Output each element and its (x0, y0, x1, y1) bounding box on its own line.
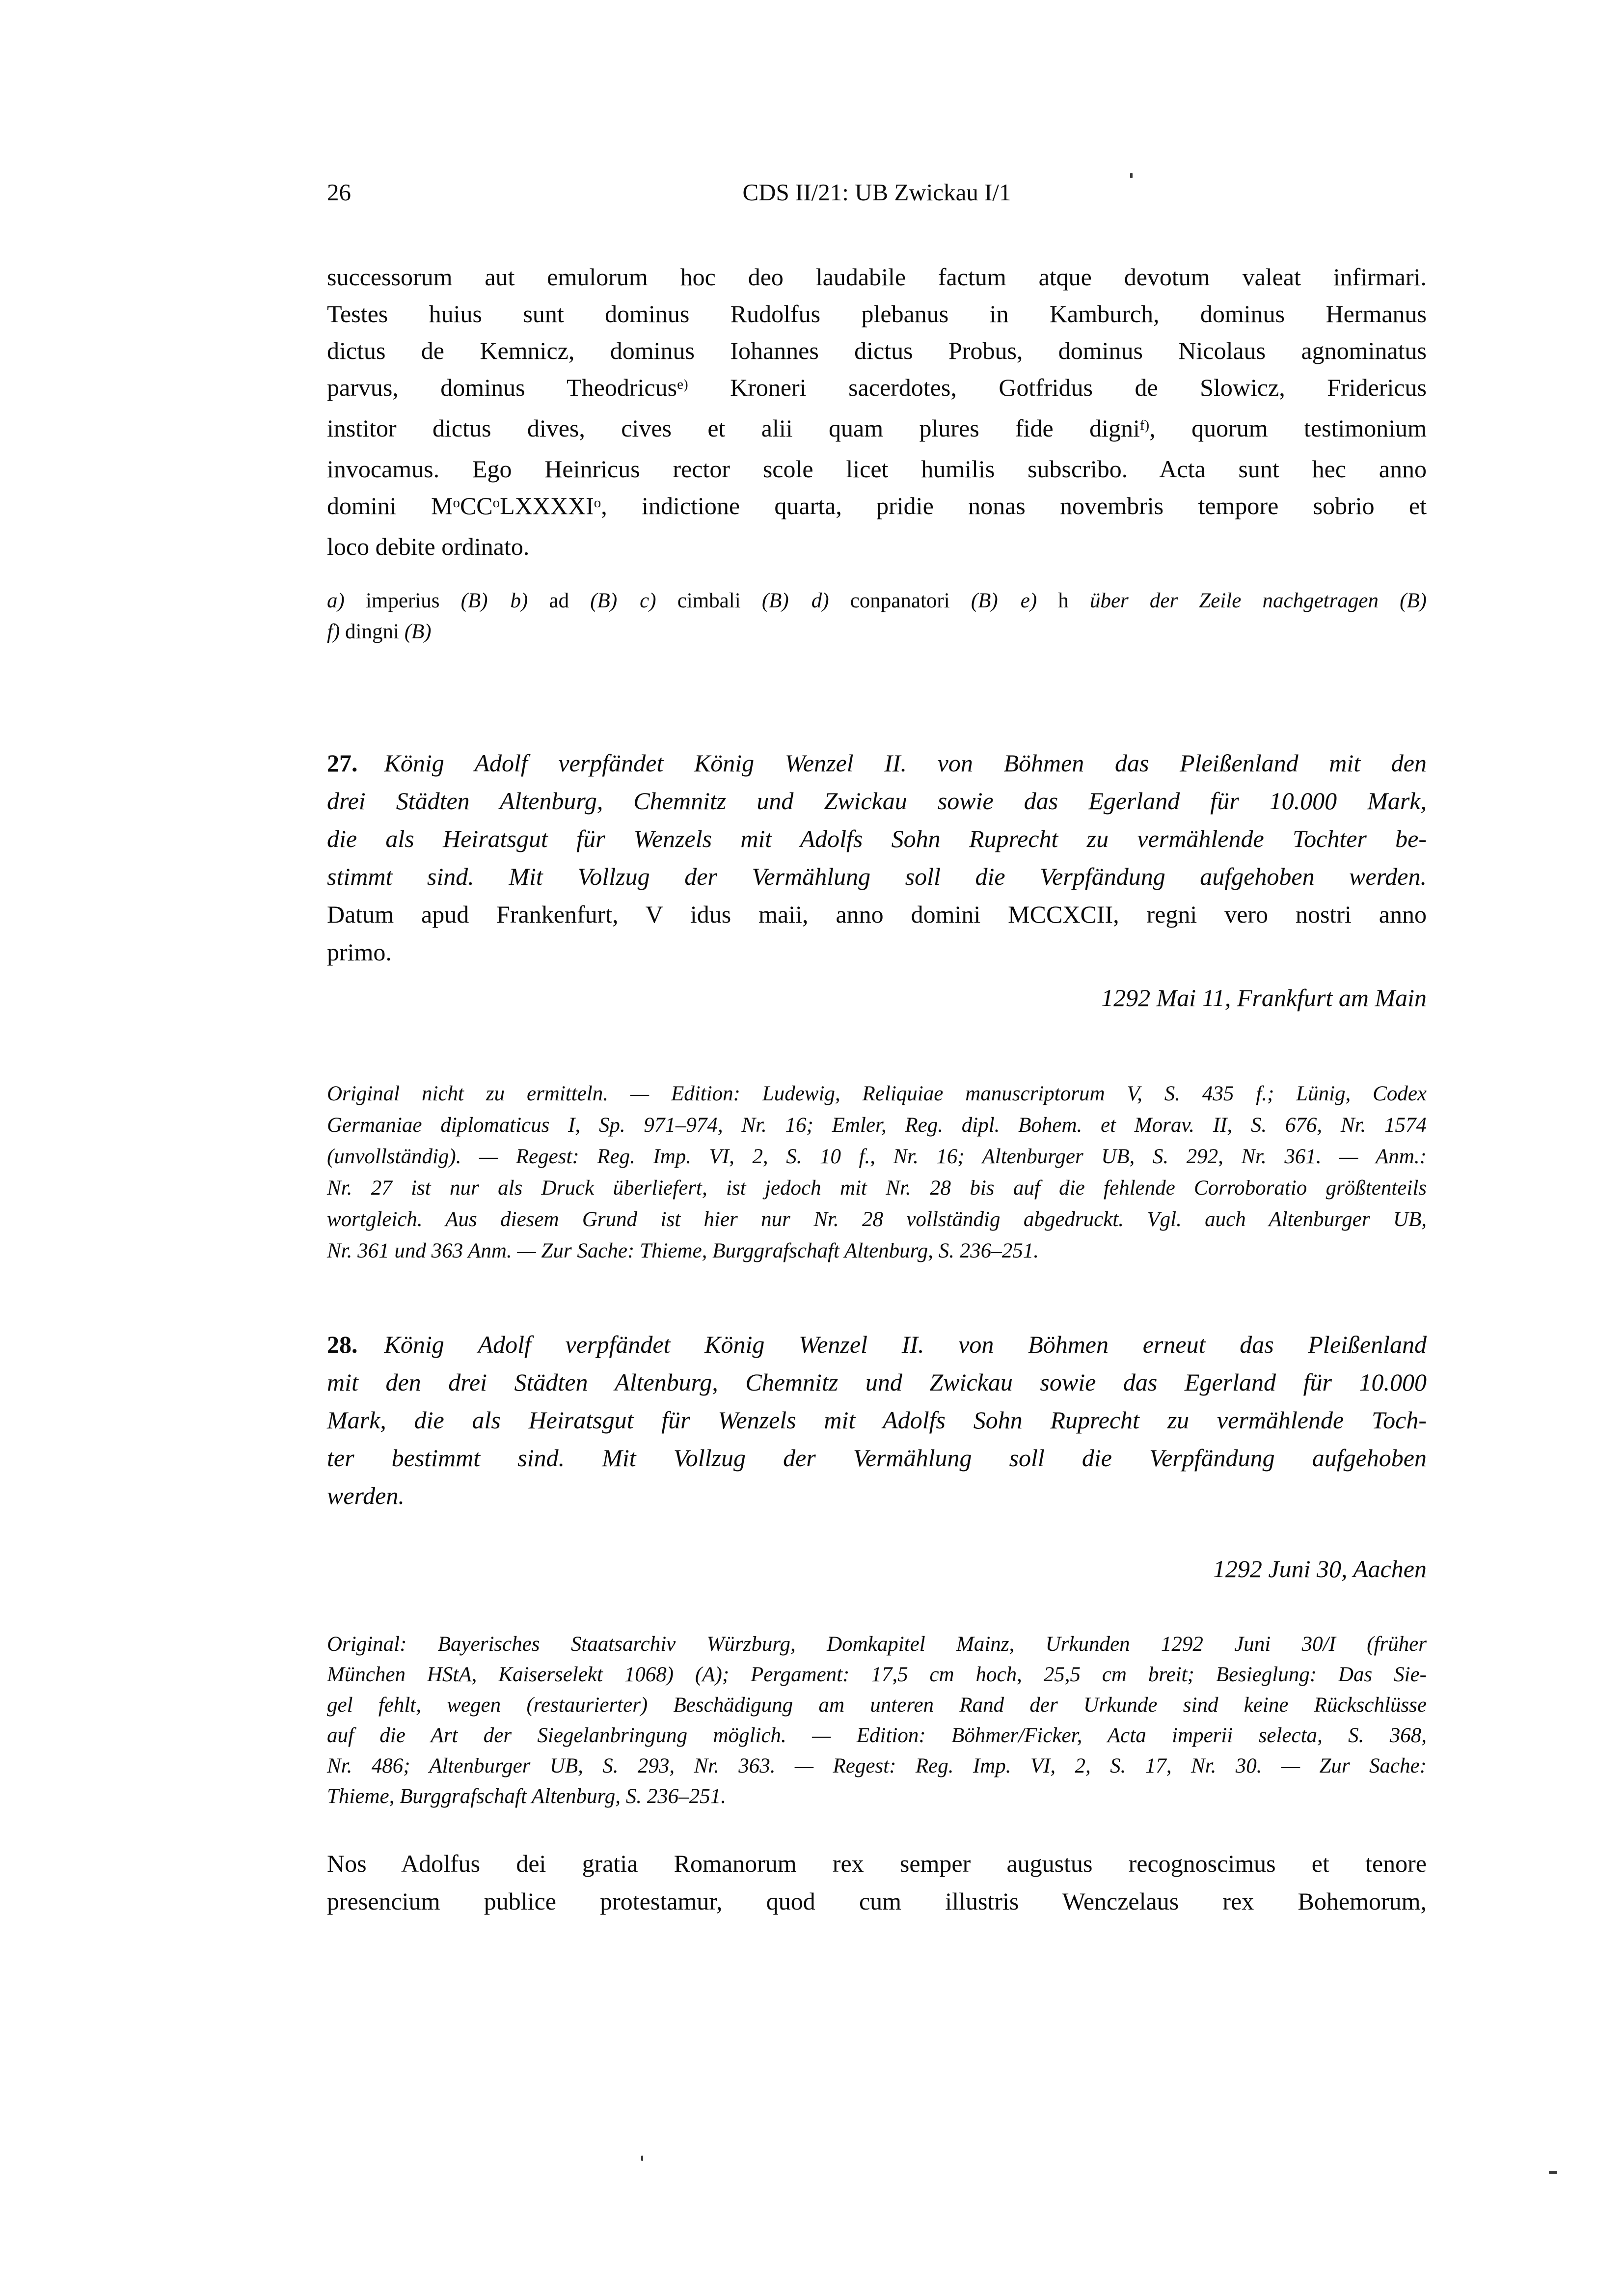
text-segment: Testes huius sunt dominus Rudolfus plebanus in Kamburch, dominus Hermanus (327, 300, 1427, 328)
text-segment: Datum apud Frankenfurt, V idus maii, anno domini MCCXCII, regni vero nostri anno (327, 901, 1427, 928)
text-segment: f) (327, 620, 340, 643)
text-segment: a) (327, 589, 345, 612)
text-segment: (B) (1400, 589, 1427, 612)
superscript-note-mark: e) (677, 377, 688, 393)
text-line (327, 1173, 1427, 1204)
text-segment: die als Heiratsgut für Wenzels mit Adolfs Sohn Ruprecht zu vermählende Tochter be- (327, 825, 1427, 852)
text-line (327, 1781, 1427, 1812)
text-segment: drei Städten Altenburg, Chemnitz und Zwickau sowie das Egerland für 10.000 Mark, (327, 787, 1427, 815)
text-segment: conpanatori (829, 589, 971, 612)
text-segment: auf die Art der Siegelanbringung möglich. — Edition: Böhmer/Ficker, Acta imperii selecta, S. 368, (327, 1724, 1427, 1747)
superscript-note-mark: o (453, 495, 460, 511)
text-segment: c) (640, 589, 656, 612)
text-line (327, 1660, 1427, 1690)
text-line (327, 528, 1427, 565)
text-segment: Germaniae diplomaticus I, Sp. 971–974, Nr. 16; Emler, Reg. dipl. Bohem. et Morav. II, S. 676, Nr. 1574 (327, 1114, 1427, 1137)
text-line (327, 585, 1427, 616)
text-segment: , quorum testimonium (1149, 414, 1427, 442)
text-line (327, 744, 1427, 782)
text-segment: Original: Bayerisches Staatsarchiv Würzburg, Domkapitel Mainz, Urkunden 1292 Juni 30/I (früher (327, 1633, 1427, 1656)
text-segment: Thieme, Burggrafschaft Altenburg, S. 236–251. (327, 1785, 726, 1808)
text-line (327, 1721, 1427, 1751)
text-segment: Nos Adolfus dei gratia Romanorum rex semper augustus recognoscimus et tenore (327, 1850, 1427, 1877)
text-segment: (B) (971, 589, 998, 612)
charter-26-text-continuation (327, 259, 1427, 565)
text-segment: (B) (460, 589, 488, 612)
text-segment: München HStA, Kaiserselekt 1068) (A); Pergament: 17,5 cm hoch, 25,5 cm breit; Besieglung: Das Sie- (327, 1663, 1427, 1686)
text-segment: über der Zeile nachgetragen (1089, 589, 1400, 612)
text-segment: cimbali (656, 589, 762, 612)
text-segment: presencium publice protestamur, quod cum illustris Wenczelaus rex Bohemorum, (327, 1887, 1427, 1915)
page-header (327, 178, 1427, 208)
text-segment: primo. (327, 938, 392, 966)
text-line (327, 1364, 1427, 1401)
entry-27-source-apparatus (327, 1078, 1427, 1267)
entry-28-source-apparatus (327, 1629, 1427, 1812)
text-segment: b) (510, 589, 528, 612)
scan-speck-artifact (1130, 173, 1133, 178)
text-segment: (B) (590, 589, 618, 612)
text-line (327, 1204, 1427, 1235)
text-segment: (B) (761, 589, 789, 612)
text-line (327, 369, 1427, 410)
text-segment: imperius (344, 589, 461, 612)
text-segment: stimmt sind. Mit Vollzug der Vermählung soll die Verpfändung aufgehoben werden. (327, 863, 1427, 890)
text-line (327, 933, 1427, 971)
text-segment: LXXXXI (500, 492, 594, 519)
running-title: CDS II/21: UB Zwickau I/1 (742, 179, 1011, 206)
text-segment: successorum aut emulorum hoc deo laudabile factum atque devotum valeat infirmari. (327, 263, 1427, 291)
text-line (327, 1883, 1427, 1920)
text-line (327, 259, 1427, 296)
text-line (327, 1439, 1427, 1477)
text-segment: Mark, die als Heiratsgut für Wenzels mit Adolfs Sohn Ruprecht zu vermählende Toch- (327, 1406, 1427, 1434)
entry-28-date-place (327, 1554, 1427, 1584)
text-segment: d) (811, 589, 829, 612)
text-line (327, 296, 1427, 332)
text-segment: Nr. 361 und 363 Anm. — Zur Sache: Thieme, Burggrafschaft Altenburg, S. 236–251. (327, 1239, 1039, 1262)
text-line (327, 488, 1427, 528)
entry-27-regest-and-datum (327, 744, 1427, 971)
text-segment: dingni (340, 620, 405, 643)
text-segment: 27. (327, 749, 358, 777)
text-segment: institor dictus dives, cives et alii quam plures fide digni (327, 414, 1140, 442)
text-segment: Kroneri sacerdotes, Gotfridus de Slowicz, Fridericus (688, 374, 1427, 401)
text-segment: wortgleich. Aus diesem Grund ist hier nur Nr. 28 vollständig abgedruckt. Vgl. auch Altenburger UB, (327, 1208, 1427, 1231)
text-segment: gel fehlt, wegen (restaurierter) Beschädigung am unteren Rand der Urkunde sind keine Rückschlüsse (327, 1694, 1427, 1717)
text-segment: Nr. 27 ist nur als Druck überliefert, ist jedoch mit Nr. 28 bis auf die fehlende Corroboratio größtenteils (327, 1176, 1427, 1200)
entry-28-regest (327, 1326, 1427, 1515)
text-segment: loco debite ordinato. (327, 533, 530, 560)
text-line (327, 1690, 1427, 1721)
text-line (327, 896, 1427, 933)
text-line (327, 1554, 1427, 1584)
text-segment: werden. (327, 1482, 405, 1509)
text-segment: 1292 Mai 11, Frankfurt am Main (1101, 984, 1427, 1011)
text-segment: (B) (404, 620, 432, 643)
text-segment: h (1037, 589, 1090, 612)
text-line (327, 1235, 1427, 1267)
text-segment: e) (1020, 589, 1037, 612)
superscript-note-mark: o (492, 495, 500, 511)
text-line (327, 332, 1427, 369)
text-segment: CC (460, 492, 493, 519)
text-segment: ad (528, 589, 591, 612)
text-line (327, 983, 1427, 1012)
scan-dash-artifact (1549, 2171, 1557, 2174)
text-segment: Original nicht zu ermitteln. — Edition: Ludewig, Reliquiae manuscriptorum V, S. 435 f.; Lünig, Codex (327, 1082, 1427, 1105)
text-line (327, 820, 1427, 858)
text-line (327, 1401, 1427, 1439)
text-line (327, 451, 1427, 488)
text-line (327, 782, 1427, 820)
text-segment: Nr. 486; Altenburger UB, S. 293, Nr. 363. — Regest: Reg. Imp. VI, 2, S. 17, Nr. 30. — Zur Sache: (327, 1754, 1427, 1777)
text-segment: domini M (327, 492, 453, 519)
text-segment: (unvollständig). — Regest: Reg. Imp. VI, 2, S. 10 f., Nr. 16; Altenburger UB, S. 292, Nr. 361. — Anm.: (327, 1145, 1427, 1168)
text-line (327, 1629, 1427, 1660)
text-segment: parvus, dominus Theodricus (327, 374, 677, 401)
text-line (327, 1078, 1427, 1110)
text-segment: 28. (327, 1331, 358, 1358)
charter-28-text-start (327, 1845, 1427, 1920)
text-line (327, 1110, 1427, 1141)
text-segment: , indictione quarta, pridie nonas novembris tempore sobrio et (601, 492, 1427, 519)
text-segment: ter bestimmt sind. Mit Vollzug der Vermählung soll die Verpfändung aufgehoben (327, 1444, 1427, 1472)
critical-apparatus-footnotes (327, 585, 1427, 647)
text-line (327, 1326, 1427, 1364)
entry-27-date-place (327, 983, 1427, 1012)
text-segment: König Adolf verpfändet König Wenzel II. von Böhmen das Pleißenland mit den (384, 749, 1427, 777)
text-line (327, 616, 1427, 647)
scan-speck-artifact (641, 2156, 643, 2161)
text-segment: invocamus. Ego Heinricus rector scole licet humilis subscribo. Acta sunt hec anno (327, 455, 1427, 483)
text-segment: König Adolf verpfändet König Wenzel II. von Böhmen erneut das Pleißenland (384, 1331, 1427, 1358)
text-line (327, 1477, 1427, 1515)
text-segment: dictus de Kemnicz, dominus Iohannes dictus Probus, dominus Nicolaus agnominatus (327, 337, 1427, 364)
page-number: 26 (327, 179, 351, 206)
text-line (327, 1141, 1427, 1173)
superscript-note-mark: o (594, 495, 601, 511)
text-line (327, 858, 1427, 896)
text-segment: mit den drei Städten Altenburg, Chemnitz und Zwickau sowie das Egerland für 10.000 (327, 1368, 1427, 1396)
text-line (327, 410, 1427, 451)
text-line (327, 1751, 1427, 1781)
text-segment: 1292 Juni 30, Aachen (1213, 1555, 1427, 1583)
superscript-note-mark: f) (1139, 417, 1150, 434)
text-line (327, 1845, 1427, 1883)
